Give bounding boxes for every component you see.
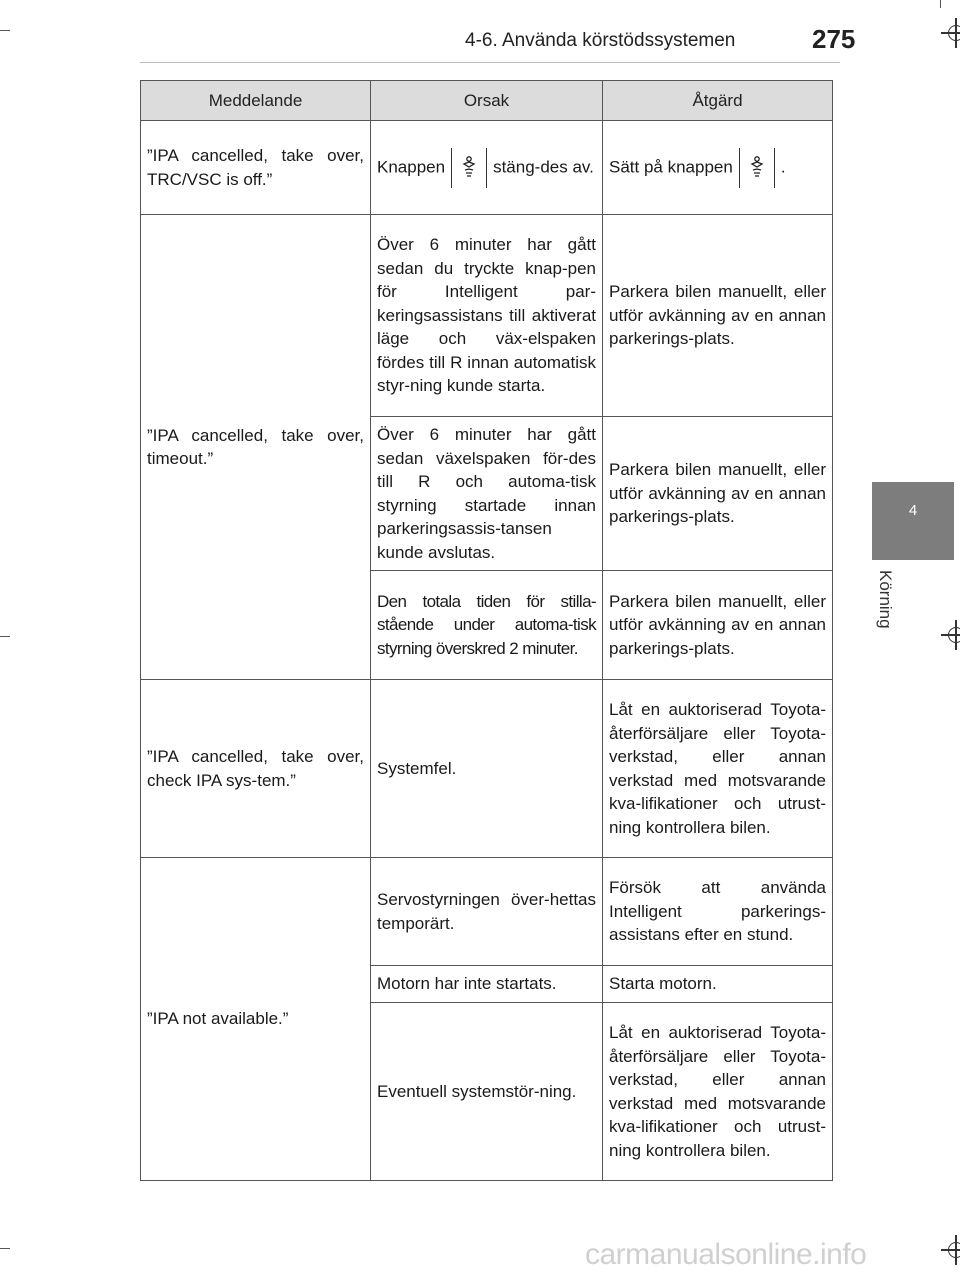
message-table [140,80,833,1181]
action-cell: Försök att använda Intelligent parkerings-assistans efter en stund. [603,858,833,966]
action-cell: Låt en auktoriserad Toyota-återförsäljare eller Toyota-verkstad, eller annan verkstad med motsvarande kva-lifikationer och utrust-ning kontrollera bilen. [603,680,833,858]
message-cell: ”IPA cancelled, take over, timeout.” [141,215,371,680]
action-text: Sätt på knappen [609,156,733,176]
action-text: . [780,156,786,176]
action-cell: Parkera bilen manuellt, eller utför avkänning av en annan parkerings-plats. [603,417,833,571]
column-header: Meddelande [141,81,371,121]
registration-mark-top-right [941,18,960,48]
action-cell: Parkera bilen manuellt, eller utför avkänning av en annan parkerings-plats. [603,215,833,417]
chapter-label: Körning [876,570,895,629]
message-cell: ”IPA cancelled, take over, check IPA sys-tem.” [141,680,371,858]
registration-mark-bottom-right [941,1235,960,1265]
running-header-title: 4-6. Använda körstödssystemen [465,30,736,51]
action-cell: Låt en auktoriserad Toyota-återförsäljare eller Toyota-verkstad, eller annan verkstad med motsvarande kva-lifikationer och utrust-ning kontrollera bilen. [603,1003,833,1181]
cause-text: stäng-des av. [493,156,594,176]
action-cell: Parkera bilen manuellt, eller utför avkänning av en annan parkerings-plats. [603,571,833,680]
parking-assist-icon [460,156,478,178]
cause-text: Knappen [377,156,446,176]
cause-cell: Över 6 minuter har gått sedan du tryckte knap-pen för Intelligent par-keringsassistans till aktiverat läge och väx-elspaken fördes till R innan automatisk styr-ning kunde starta. [371,215,603,417]
table-row [141,215,833,417]
action-cell [603,121,833,215]
chapter-number: 4 [908,502,918,519]
header-rule [140,62,840,63]
parking-assist-icon [748,156,766,178]
registration-mark-mid-right [941,620,960,650]
page-number: 275 [812,24,856,54]
watermark-text: carmanualsonline.info [585,1238,867,1271]
crop-mark [0,1248,10,1249]
crop-mark [0,636,10,637]
cause-cell [371,121,603,215]
message-cell: ”IPA cancelled, take over, TRC/VSC is off.” [141,121,371,215]
table-row [141,680,833,858]
ipa-button-symbol [739,148,775,188]
cause-cell: Över 6 minuter har gått sedan växelspaken för-des till R och automa-tisk styrning startade innan parkeringsassis-tansen kunde avslutas. [371,417,603,571]
cause-cell: Den totala tiden för stilla-stående under automa-tisk styrning överskred 2 minuter. [371,571,603,680]
table-header-row [141,81,833,121]
cause-cell: Motorn har inte startats. [371,966,603,1003]
table-row [141,858,833,966]
column-header: Åtgärd [603,81,833,121]
crop-mark [940,0,941,8]
crop-mark [0,30,10,31]
chapter-tab [872,482,954,560]
cause-cell: Eventuell systemstör-ning. [371,1003,603,1181]
cause-cell: Systemfel. [371,680,603,858]
table-row [141,121,833,215]
action-cell: Starta motorn. [603,966,833,1003]
column-header: Orsak [371,81,603,121]
cause-cell: Servostyrningen över-hettas temporärt. [371,858,603,966]
message-cell: ”IPA not available.” [141,858,371,1181]
ipa-button-symbol [451,148,487,188]
